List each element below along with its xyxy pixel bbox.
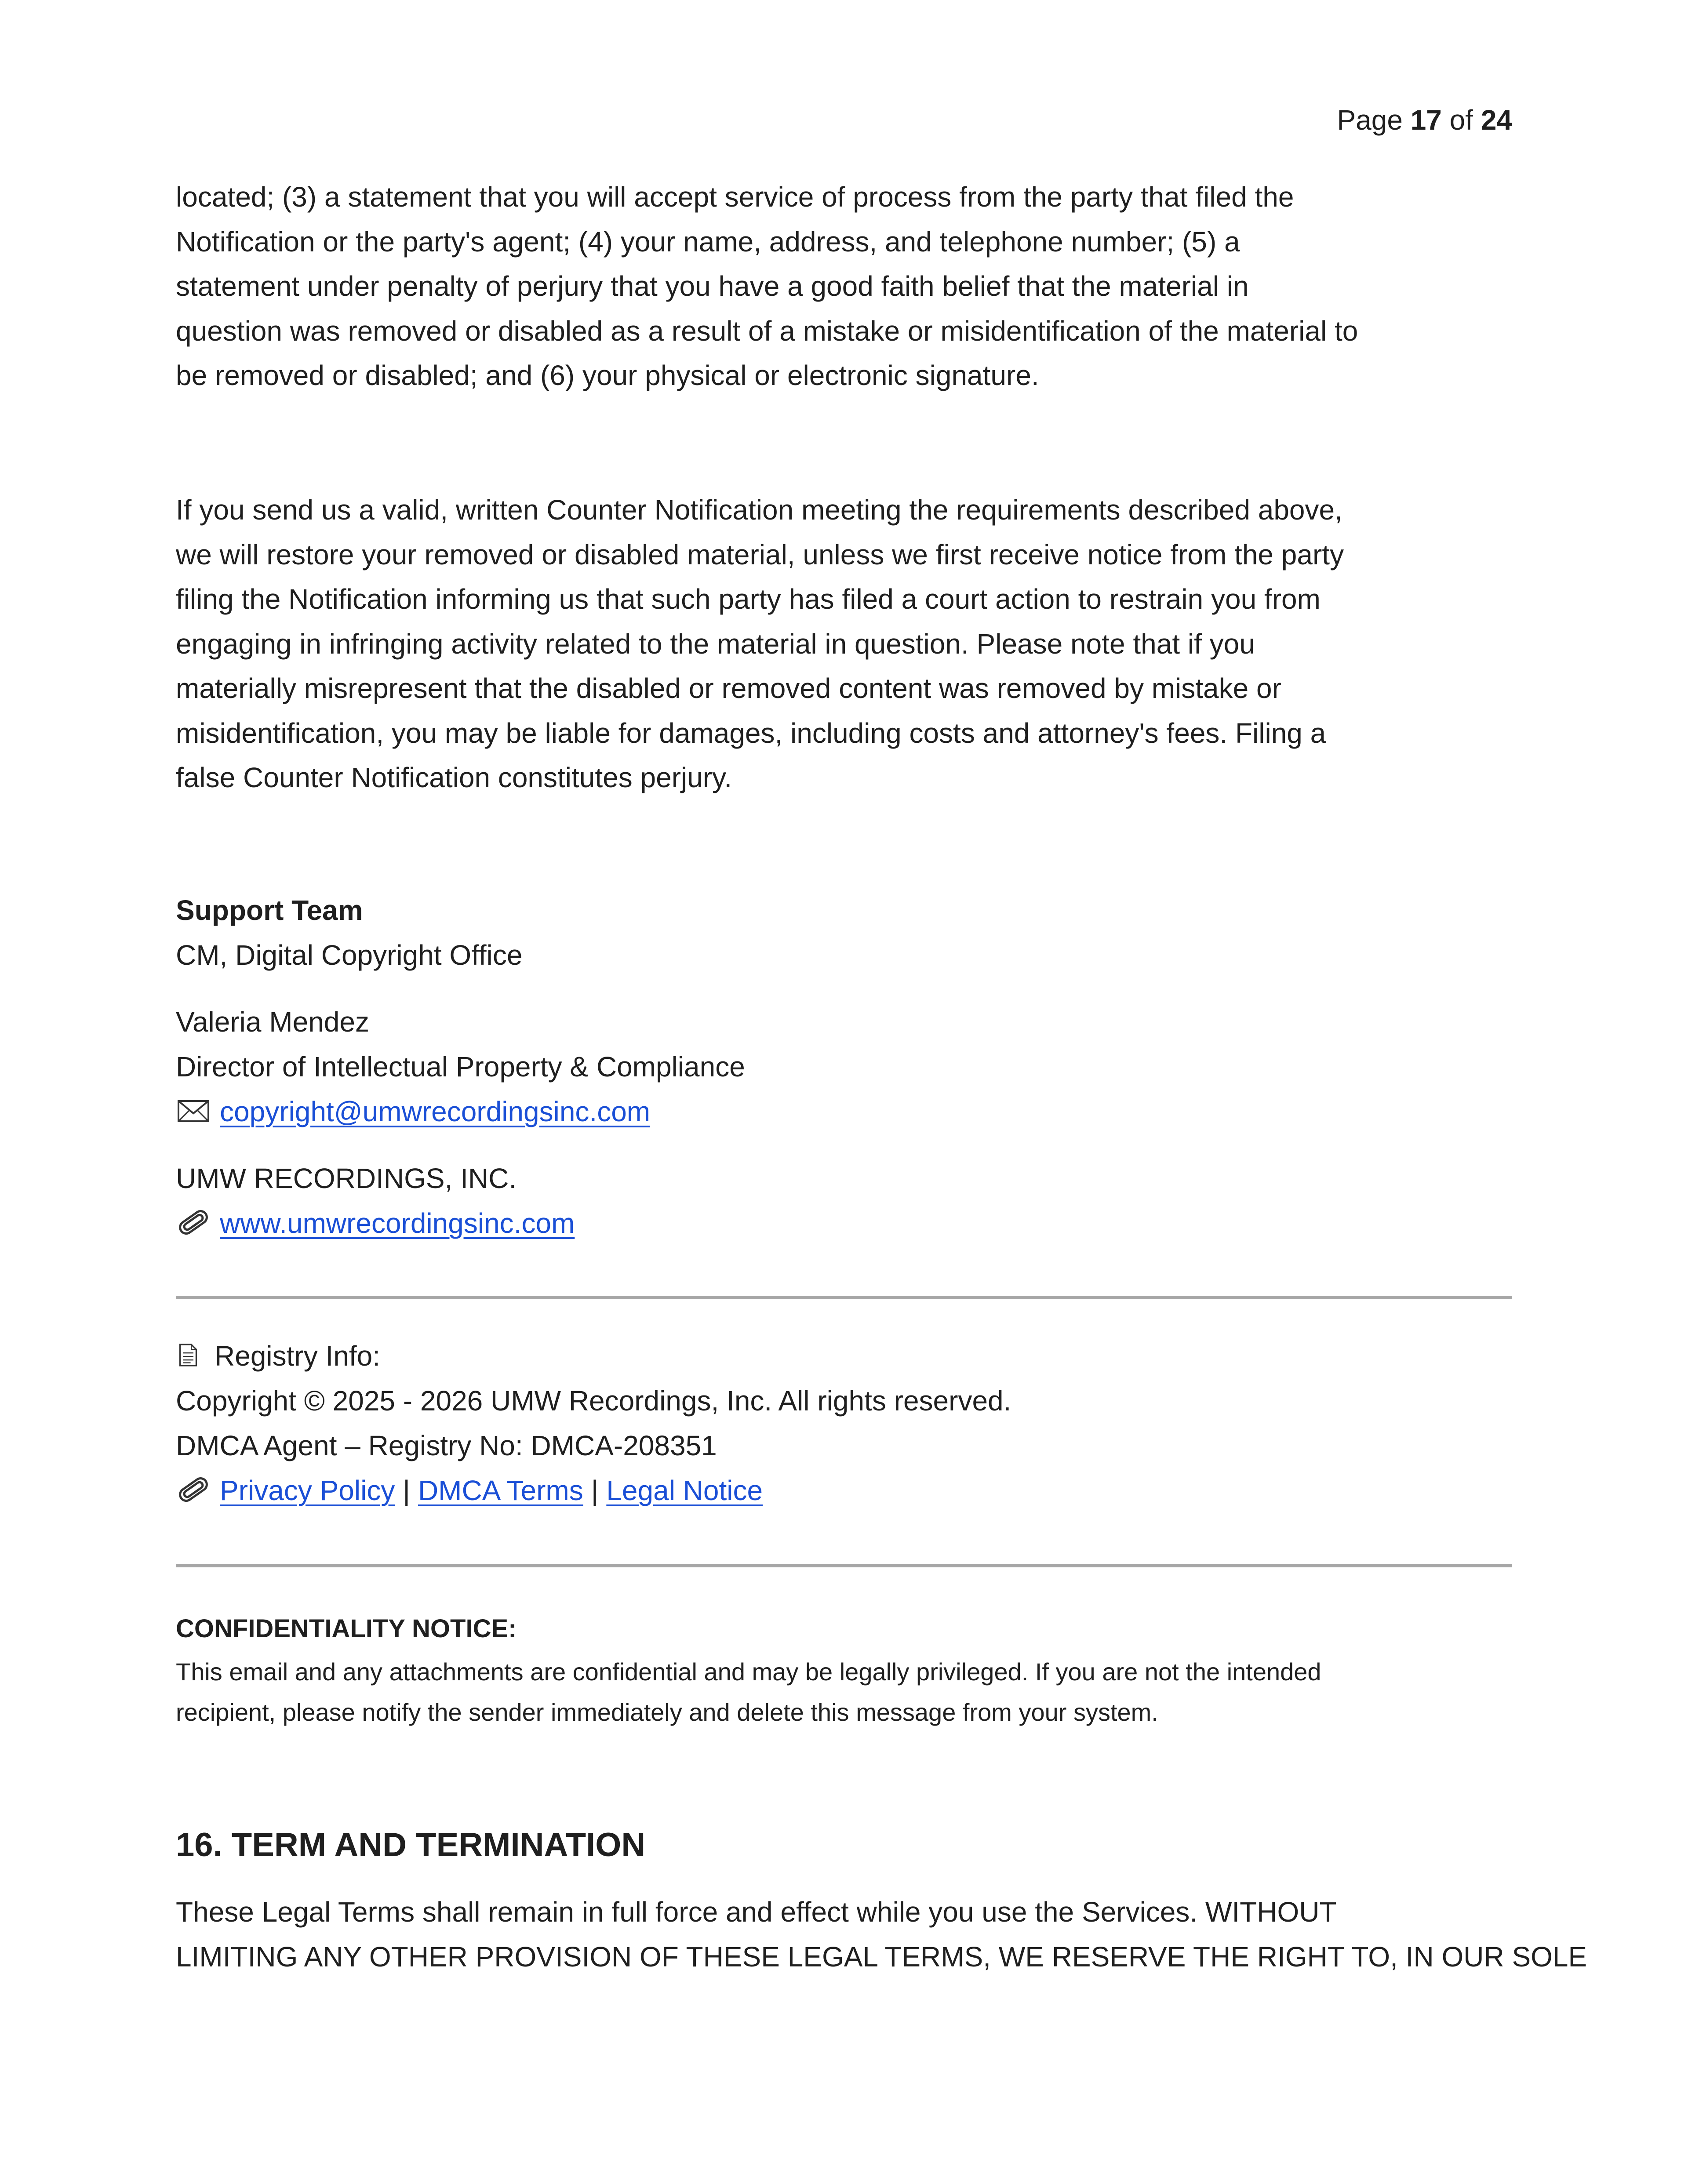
counter-notification-restore-paragraph: If you send us a valid, written Counter Notification meeting the requirements described above, we will restore your removed or disabled material, unless we first receive notice from the party filing the Notification informing us that such party has filed a court action to restrain you from engaging in infringing activity related to the material in question. Please note that if you materially misrepresent that the disabled or removed content was removed by mistake or misidentification, you may be liable for damages, including costs and attorney's fees. Filing a false Counter Notification constitutes perjury. (176, 494, 1344, 793)
link-separator: | (403, 1475, 410, 1506)
current-page: 17 (1410, 104, 1442, 136)
registry-copyright: Copyright © 2025 - 2026 UMW Recordings, Inc. All rights reserved. (176, 1385, 1011, 1417)
signature-company: UMW RECORDINGS, INC. (176, 1163, 517, 1194)
signature-person-title: Director of Intellectual Property & Compliance (176, 1051, 745, 1083)
document-icon (176, 1341, 204, 1369)
signature-person-name: Valeria Mendez (176, 1006, 369, 1038)
paperclip-icon (176, 1475, 211, 1504)
confidentiality-body: This email and any attachments are confidential and may be legally privileged. If you are not the intended recipient, please notify the sender immediately and delete this message from your system. (176, 1658, 1321, 1726)
signature-website-row (176, 1203, 575, 1243)
page-number: Page 17 of 24 (1337, 104, 1512, 136)
privacy-policy-link[interactable]: Privacy Policy (220, 1475, 395, 1506)
legal-notice-link[interactable]: Legal Notice (606, 1475, 763, 1506)
paperclip-icon (176, 1208, 211, 1236)
total-pages: 24 (1481, 104, 1512, 136)
counter-notification-requirements-paragraph: located; (3) a statement that you will accept service of process from the party that filed the Notification or the party's agent; (4) your name, address, and telephone number; (5) a statement under penalty of perjury that you have a good faith belief that the material in question was removed or disabled as a result of a mistake or misidentification of the material to be removed or disabled; and (6) your physical or electronic signature. (176, 181, 1358, 391)
registry-label-row: Registry Info: (176, 1336, 380, 1376)
email-link[interactable]: copyright@umwrecordingsinc.com (220, 1096, 651, 1127)
confidentiality-heading: CONFIDENTIALITY NOTICE: (176, 1614, 517, 1643)
envelope-icon (176, 1097, 211, 1125)
dmca-terms-link[interactable]: DMCA Terms (418, 1475, 583, 1506)
link-separator: | (591, 1475, 599, 1506)
registry-links-row (176, 1471, 763, 1510)
website-link[interactable]: www.umwrecordingsinc.com (220, 1207, 575, 1239)
divider-line (176, 1296, 1512, 1299)
section-heading: 16. TERM AND TERMINATION (176, 1826, 646, 1864)
signature-team-office: CM, Digital Copyright Office (176, 939, 523, 971)
registry-agent: DMCA Agent – Registry No: DMCA-208351 (176, 1430, 717, 1461)
signature-email-row (176, 1092, 650, 1131)
term-termination-paragraph: These Legal Terms shall remain in full force and effect while you use the Services. WITHOUT LIMITING ANY OTHER PROVISION OF THESE LEGAL TERMS, WE RESERVE THE RIGHT TO, IN OUR SOLE (176, 1896, 1587, 1973)
signature-team-name: Support Team (176, 894, 363, 926)
divider-line (176, 1564, 1512, 1567)
